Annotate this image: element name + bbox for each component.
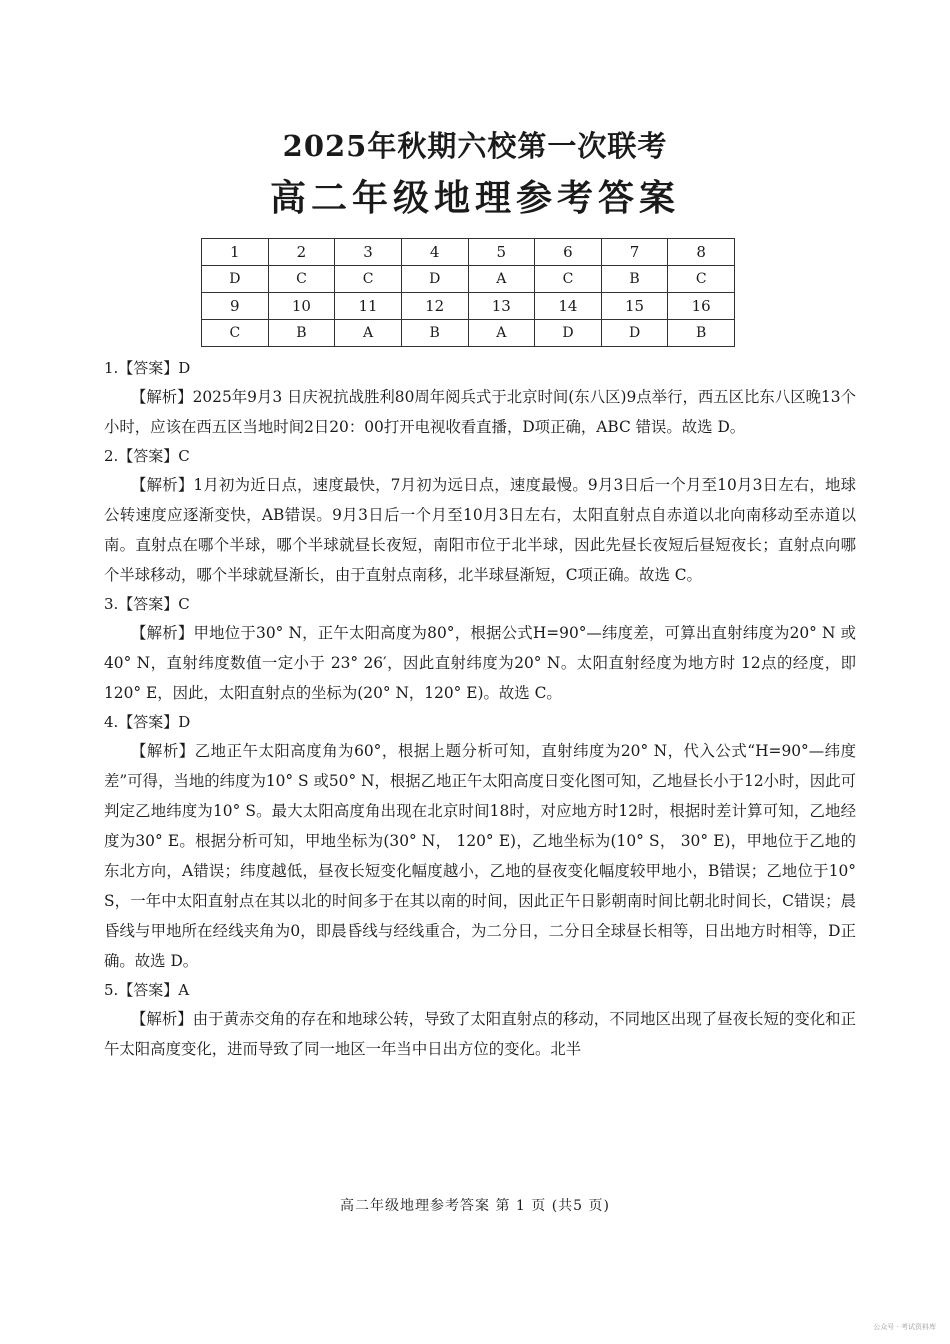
answer-cell: C bbox=[202, 320, 269, 347]
table-row bbox=[202, 320, 735, 347]
question-block bbox=[104, 978, 856, 1064]
question-number-cell: 9 bbox=[202, 293, 269, 320]
question-block bbox=[104, 710, 856, 976]
question-block bbox=[104, 592, 856, 708]
page-footer: 高二年级地理参考答案 第 1 页 (共5 页) bbox=[340, 1198, 610, 1214]
answer-line: 4.【答案】D bbox=[104, 713, 191, 731]
question-number-cell: 11 bbox=[335, 293, 402, 320]
question-block bbox=[104, 356, 856, 442]
document-title: 高二年级地理参考答案 bbox=[269, 178, 680, 219]
question-number-cell: 12 bbox=[401, 293, 468, 320]
answer-cell: D bbox=[601, 320, 668, 347]
answer-cell: C bbox=[268, 266, 335, 293]
answer-line: 2.【答案】C bbox=[104, 447, 190, 465]
question-number-cell: 1 bbox=[202, 239, 269, 266]
question-number-cell: 7 bbox=[601, 239, 668, 266]
answer-cell: C bbox=[535, 266, 602, 293]
question-number-cell: 14 bbox=[535, 293, 602, 320]
answer-cell: C bbox=[335, 266, 402, 293]
answer-cell: A bbox=[468, 266, 535, 293]
explanation-text: 【解析】甲地位于30° N，正午太阳高度为80°，根据公式H=90°—纬度差，可算出直射纬度为20° N 或40° N，直射纬度数值一定小于 23° 26′，因此直射纬度为20° N。太阳直射经度为地方时 12点的经度，即 120° E，因此，太阳直射点的坐标为(20° N，120° E)。故选 C。 bbox=[104, 624, 856, 702]
question-number-cell: 16 bbox=[668, 293, 735, 320]
answer-cell: A bbox=[468, 320, 535, 347]
question-block bbox=[104, 444, 856, 590]
watermark: 公众号 · 考试资料库 bbox=[873, 1323, 936, 1331]
question-number-cell: 4 bbox=[401, 239, 468, 266]
question-number-cell: 10 bbox=[268, 293, 335, 320]
answer-table bbox=[201, 238, 735, 347]
answer-cell: C bbox=[668, 266, 735, 293]
table-row bbox=[202, 239, 735, 266]
answer-line: 3.【答案】C bbox=[104, 595, 190, 613]
exam-title: 2025年秋期六校第一次联考 bbox=[282, 129, 668, 163]
question-number-cell: 2 bbox=[268, 239, 335, 266]
explanation-text: 【解析】由于黄赤交角的存在和地球公转，导致了太阳直射点的移动，不同地区出现了昼夜长短的变化和正午太阳高度变化，进而导致了同一地区一年当中日出方位的变化。北半 bbox=[104, 1010, 856, 1058]
answer-cell: D bbox=[535, 320, 602, 347]
answer-cell: B bbox=[668, 320, 735, 347]
answer-cell: D bbox=[401, 266, 468, 293]
table-row bbox=[202, 293, 735, 320]
answer-cell: B bbox=[268, 320, 335, 347]
question-number-cell: 6 bbox=[535, 239, 602, 266]
question-number-cell: 3 bbox=[335, 239, 402, 266]
question-number-cell: 5 bbox=[468, 239, 535, 266]
answer-line: 5.【答案】A bbox=[104, 981, 190, 999]
question-number-cell: 15 bbox=[601, 293, 668, 320]
explanation-text: 【解析】2025年9月3 日庆祝抗战胜利80周年阅兵式于北京时间(东八区)9点举行，西五区比东八区晚13个小时，应该在西五区当地时间2日20：00打开电视收看直播，D项正确，ABC 错误。故选 D。 bbox=[104, 388, 856, 436]
question-number-cell: 8 bbox=[668, 239, 735, 266]
answer-cell: B bbox=[601, 266, 668, 293]
answer-line: 1.【答案】D bbox=[104, 359, 191, 377]
answer-explanations bbox=[104, 356, 856, 1066]
answer-cell: B bbox=[401, 320, 468, 347]
question-number-cell: 13 bbox=[468, 293, 535, 320]
table-row bbox=[202, 266, 735, 293]
explanation-text: 【解析】1月初为近日点，速度最快，7月初为远日点，速度最慢。9月3日后一个月至10月3日左右，地球公转速度应逐渐变快，AB错误。9月3日后一个月至10月3日左右，太阳直射点自赤道以北向南移动至赤道以南。直射点在哪个半球，哪个半球就昼长夜短，南阳市位于北半球，因此先昼长夜短后昼短夜长；直射点向哪个半球移动，哪个半球就昼渐长，由于直射点南移，北半球昼渐短，C项正确。故选 C。 bbox=[104, 476, 856, 584]
answer-cell: A bbox=[335, 320, 402, 347]
explanation-text: 【解析】乙地正午太阳高度角为60°，根据上题分析可知，直射纬度为20° N，代入公式“H=90°—纬度差”可得，当地的纬度为10° S 或50° N，根据乙地正午太阳高度日变化图可知，乙地昼长小于12小时，因此可判定乙地纬度为10° S。最大太阳高度角出现在北京时间18时，对应地方时12时，根据时差计算可知，乙地经度为30° E。根据分析可知，甲地坐标为(30° N， 120° E)，乙地坐标为(10° S， 30° E)，甲地位于乙地的东北方向，A错误；纬度越低，昼夜长短变化幅度越小，乙地的昼夜变化幅度较甲地小，B错误；乙地位于10° S，一年中太阳直射点在其以北的时间多于在其以南的时间，因此正午日影朝南时间比朝北时间长，C错误；晨昏线与甲地所在经线夹角为0，即晨昏线与经线重合，为二分日，二分日全球昼长相等，日出地方时相等，D正确。故选 D。 bbox=[104, 742, 856, 970]
answer-cell: D bbox=[202, 266, 269, 293]
